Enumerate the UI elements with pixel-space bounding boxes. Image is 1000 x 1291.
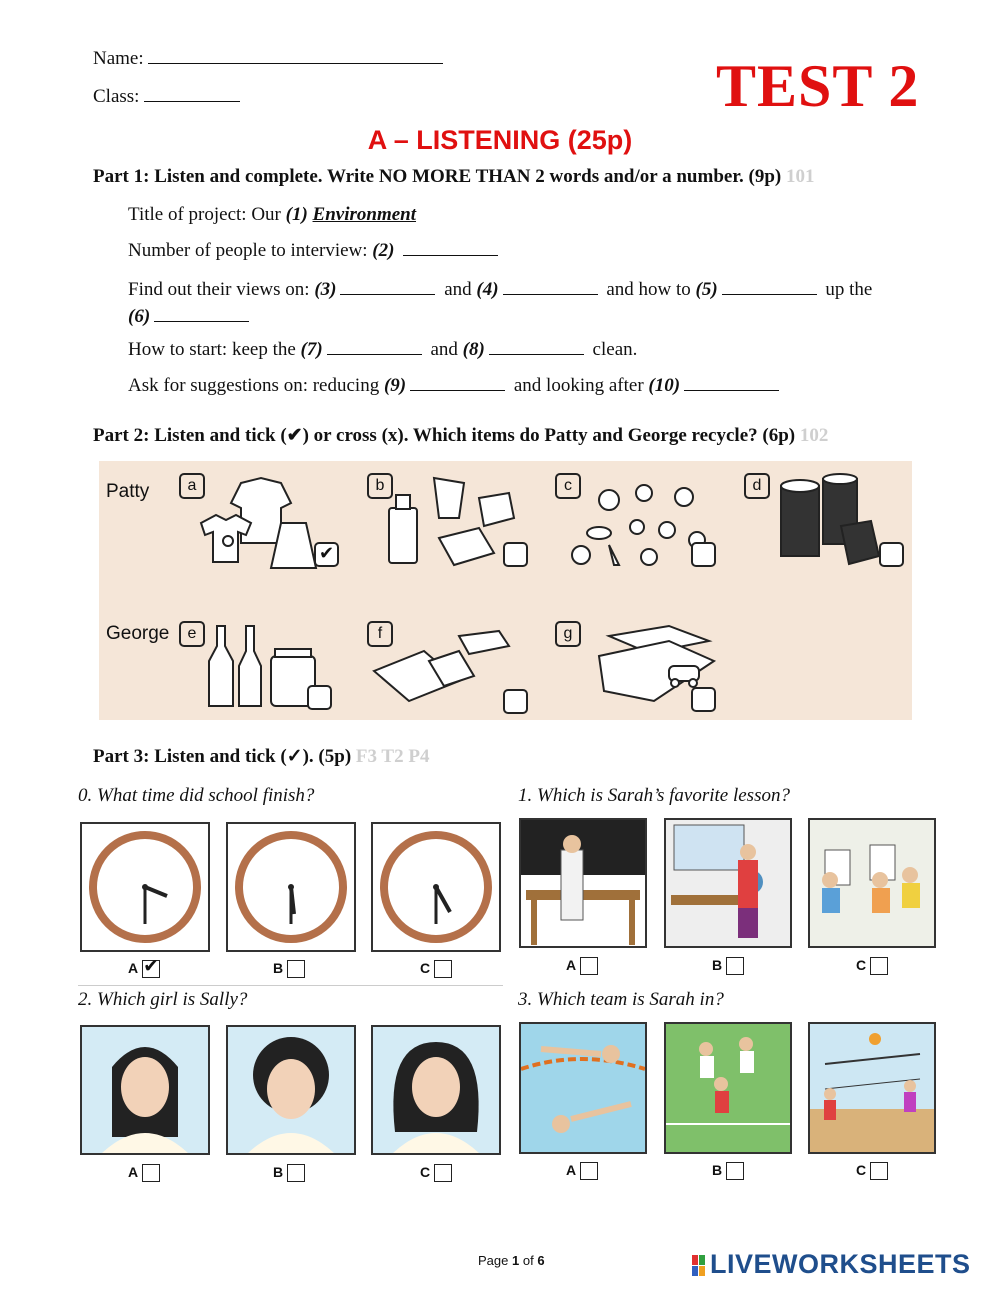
q2-b-label: B bbox=[273, 1164, 284, 1180]
q2-c-label: C bbox=[420, 1164, 431, 1180]
clock-c-icon bbox=[373, 824, 499, 950]
divider bbox=[78, 985, 503, 986]
q1-option-b[interactable] bbox=[712, 957, 744, 975]
q0-option-b[interactable] bbox=[273, 960, 305, 978]
q1-answer: Environment bbox=[312, 204, 417, 225]
line3-how: and how to bbox=[606, 279, 691, 300]
q2-option-a[interactable] bbox=[128, 1164, 160, 1182]
q0-a-checkbox[interactable] bbox=[142, 955, 160, 978]
line3-text: Find out their views on: bbox=[128, 279, 310, 300]
q2-a-checkbox[interactable] bbox=[142, 1164, 160, 1182]
q9-blank[interactable] bbox=[410, 389, 505, 391]
q0-text: 0. What time did school finish? bbox=[78, 785, 315, 806]
q4-number: (4) bbox=[476, 279, 499, 300]
item-f-tag: f bbox=[367, 621, 393, 647]
q1-b-checkbox[interactable] bbox=[726, 957, 744, 975]
art-class-icon bbox=[810, 820, 934, 946]
line4-and: and bbox=[430, 339, 458, 360]
cans-icon bbox=[771, 471, 891, 571]
girl-b bbox=[226, 1025, 356, 1155]
liveworksheets-brand: LIVEWORKSHEETS bbox=[710, 1249, 971, 1279]
q3-a-checkbox[interactable] bbox=[580, 1162, 598, 1180]
q10-blank[interactable] bbox=[684, 389, 779, 391]
girl-c bbox=[371, 1025, 501, 1155]
name-field bbox=[93, 48, 443, 70]
item-g-checkbox[interactable] bbox=[691, 687, 716, 712]
q1-a-checkbox[interactable] bbox=[580, 957, 598, 975]
part2-heading-text: Part 2: Listen and tick (✔) or cross (x). Which items do Patty and George recycle? (6p) bbox=[93, 425, 796, 446]
name-blank[interactable] bbox=[148, 62, 443, 64]
q6-blank[interactable] bbox=[154, 320, 249, 322]
part3-heading-text: Part 3: Listen and tick (✓). (5p) bbox=[93, 746, 352, 767]
q10-number: (10) bbox=[648, 375, 681, 396]
girl-curly-short-icon bbox=[228, 1027, 354, 1153]
girl-curly-long-icon bbox=[373, 1027, 499, 1153]
part1-line5 bbox=[128, 375, 783, 397]
q4-blank[interactable] bbox=[503, 293, 598, 295]
girl-a bbox=[80, 1025, 210, 1155]
line5-text: Ask for suggestions on: reducing bbox=[128, 375, 380, 396]
q0-option-a[interactable] bbox=[128, 955, 160, 978]
liveworksheets-logo-icon bbox=[692, 1255, 706, 1277]
q3-b-checkbox[interactable] bbox=[726, 1162, 744, 1180]
q3-c-checkbox[interactable] bbox=[870, 1162, 888, 1180]
page-prefix: Page bbox=[478, 1253, 509, 1268]
q8-number: (8) bbox=[462, 339, 485, 360]
line4-text: How to start: keep the bbox=[128, 339, 296, 360]
q6-number: (6) bbox=[128, 306, 151, 327]
cardboard-icon bbox=[369, 626, 519, 706]
q1-a-label: A bbox=[566, 957, 577, 973]
geography-teacher-icon bbox=[666, 820, 790, 946]
q0-a-label: A bbox=[128, 960, 139, 976]
q0-c-checkbox[interactable] bbox=[434, 960, 452, 978]
item-d-checkbox[interactable] bbox=[879, 542, 904, 567]
test-title: TEST 2 bbox=[716, 53, 920, 119]
q2-c-checkbox[interactable] bbox=[434, 1164, 452, 1182]
q3-text: 3. Which team is Sarah in? bbox=[518, 989, 724, 1010]
item-a-check: ✔ bbox=[318, 543, 335, 564]
part2-heading bbox=[93, 424, 828, 447]
lesson-geography bbox=[664, 818, 792, 948]
clock-b-icon bbox=[228, 824, 354, 950]
part1-heading bbox=[93, 166, 814, 188]
line4-clean: clean. bbox=[592, 339, 638, 360]
page-total: 6 bbox=[537, 1253, 545, 1268]
page-of: of bbox=[522, 1253, 534, 1268]
q1-number: (1) bbox=[285, 204, 308, 225]
clock-c bbox=[371, 822, 501, 952]
running-icon bbox=[666, 1024, 790, 1152]
team-volleyball bbox=[808, 1022, 936, 1154]
item-d-tag: d bbox=[744, 473, 770, 499]
q2-option-b[interactable] bbox=[273, 1164, 305, 1182]
lesson-art bbox=[808, 818, 936, 948]
q0-c-label: C bbox=[420, 960, 431, 976]
q8-blank[interactable] bbox=[489, 353, 584, 355]
part1-line1 bbox=[128, 204, 416, 226]
class-label: Class: bbox=[93, 86, 140, 107]
page-num: 1 bbox=[512, 1253, 520, 1268]
item-e-checkbox[interactable] bbox=[307, 685, 332, 710]
item-b-tag: b bbox=[367, 473, 393, 499]
q9-number: (9) bbox=[383, 375, 407, 396]
part1-ref: 101 bbox=[785, 166, 815, 187]
q1-c-checkbox[interactable] bbox=[870, 957, 888, 975]
item-c-checkbox[interactable] bbox=[691, 542, 716, 567]
part1-line2 bbox=[128, 240, 502, 262]
q1-text: 1. Which is Sarah’s favorite lesson? bbox=[518, 785, 790, 806]
line3-and: and bbox=[444, 279, 472, 300]
line3-up: up the bbox=[825, 279, 873, 300]
q2-blank[interactable] bbox=[403, 254, 498, 256]
part3-ref: F3 T2 P4 bbox=[355, 746, 430, 767]
team-running bbox=[664, 1022, 792, 1154]
clock-a bbox=[80, 822, 210, 952]
part1-heading-text: Part 1: Listen and complete. Write NO MORE THAN 2 words and/or a number. (9p) bbox=[93, 166, 782, 187]
q5-number: (5) bbox=[695, 279, 718, 300]
item-a-tag: a bbox=[179, 473, 205, 499]
q3-a-label: A bbox=[566, 1162, 577, 1178]
part3-heading bbox=[93, 745, 429, 768]
team-swimming bbox=[519, 1022, 647, 1154]
q2-text: 2. Which girl is Sally? bbox=[78, 989, 248, 1010]
section-title: A – LISTENING (25p) bbox=[367, 125, 633, 155]
item-a-checkbox[interactable] bbox=[314, 542, 339, 567]
line5-and: and looking after bbox=[513, 375, 644, 396]
q7-number: (7) bbox=[300, 339, 323, 360]
item-c-tag: c bbox=[555, 473, 581, 499]
name-label: Name: bbox=[93, 48, 144, 69]
patty-label: Patty bbox=[106, 481, 150, 502]
q5-blank[interactable] bbox=[722, 293, 817, 295]
q2-number: (2) bbox=[372, 240, 395, 261]
q1-option-c[interactable] bbox=[856, 957, 888, 975]
girl-straight-hair-icon bbox=[82, 1027, 208, 1153]
q3-option-a[interactable] bbox=[566, 1162, 598, 1180]
glass-bottles-icon bbox=[199, 621, 319, 711]
q3-b-label: B bbox=[712, 1162, 723, 1178]
q3-option-b[interactable] bbox=[712, 1162, 744, 1180]
item-f-checkbox[interactable] bbox=[503, 689, 528, 714]
part1-line3 bbox=[128, 276, 928, 330]
line2-text: Number of people to interview: bbox=[128, 240, 368, 261]
q2-b-checkbox[interactable] bbox=[287, 1164, 305, 1182]
part1-line4 bbox=[128, 339, 637, 361]
q0-option-c[interactable] bbox=[420, 960, 452, 978]
clock-a-icon bbox=[82, 824, 208, 950]
q2-option-c[interactable] bbox=[420, 1164, 452, 1182]
science-teacher-icon bbox=[521, 820, 645, 946]
recycle-panel bbox=[99, 461, 912, 720]
clock-b bbox=[226, 822, 356, 952]
class-blank[interactable] bbox=[144, 100, 240, 102]
q1-c-label: C bbox=[856, 957, 867, 973]
class-field bbox=[93, 86, 240, 108]
item-g-tag: g bbox=[555, 621, 581, 647]
line1-text: Title of project: Our bbox=[128, 204, 281, 225]
george-label: George bbox=[106, 623, 170, 644]
q2-a-label: A bbox=[128, 1164, 139, 1180]
q3-c-label: C bbox=[856, 1162, 867, 1178]
q1-option-a[interactable] bbox=[566, 957, 598, 975]
part2-ref: 102 bbox=[799, 425, 829, 446]
q0-b-checkbox[interactable] bbox=[287, 960, 305, 978]
q0-a-check: ✔ bbox=[143, 955, 160, 978]
item-e-tag: e bbox=[179, 621, 205, 647]
q7-blank[interactable] bbox=[327, 353, 422, 355]
item-b-checkbox[interactable] bbox=[503, 542, 528, 567]
q1-b-label: B bbox=[712, 957, 723, 973]
volleyball-icon bbox=[810, 1024, 934, 1152]
swimming-icon bbox=[521, 1024, 645, 1152]
q3-number: (3) bbox=[314, 279, 337, 300]
q0-b-label: B bbox=[273, 960, 284, 976]
page-indicator bbox=[478, 1253, 545, 1268]
q3-blank[interactable] bbox=[340, 293, 435, 295]
lesson-science bbox=[519, 818, 647, 948]
q3-option-c[interactable] bbox=[856, 1162, 888, 1180]
